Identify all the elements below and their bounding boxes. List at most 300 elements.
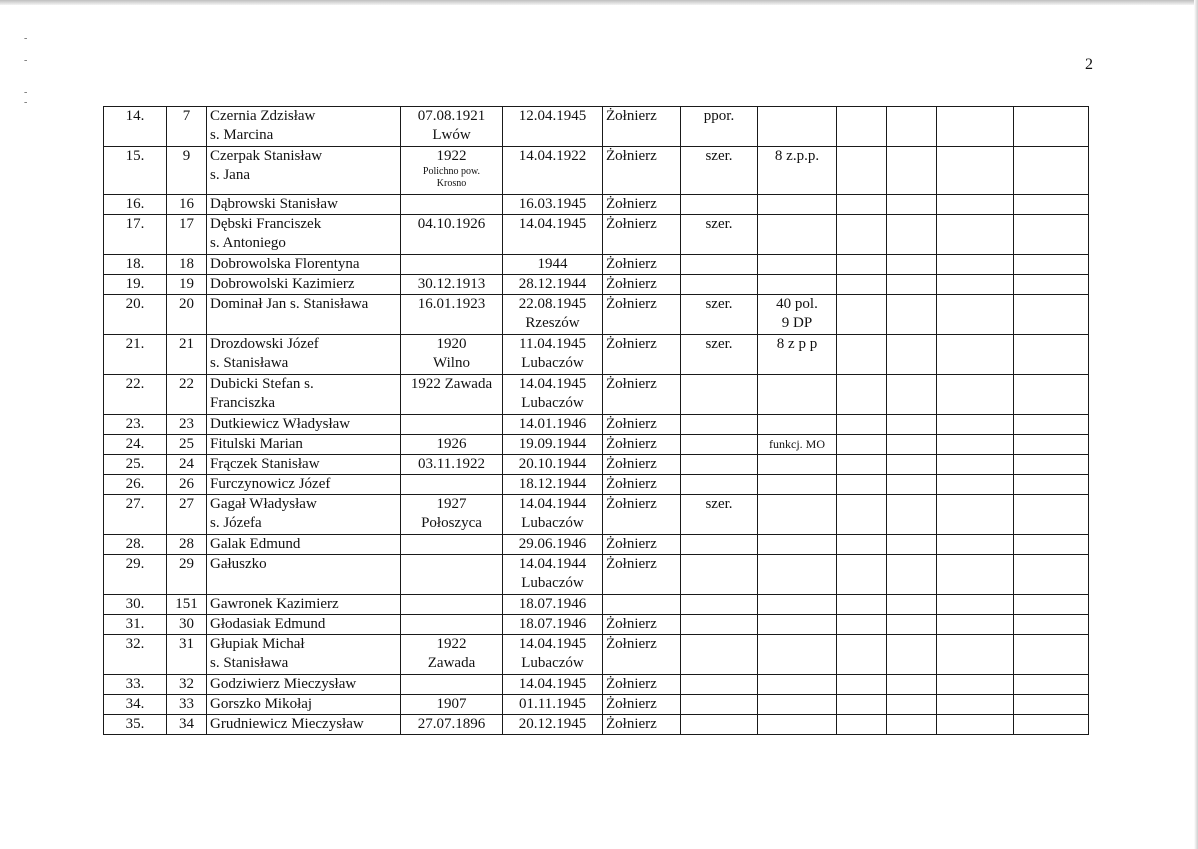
birth-info [401, 107, 503, 147]
table-row [104, 595, 1089, 615]
empty-cell [1014, 415, 1089, 435]
person-name-line: Gorszko Mikołaj [210, 696, 313, 712]
date-info-line: 20.12.1945 [518, 716, 587, 732]
date-info-line: 12.04.1945 [518, 108, 587, 124]
empty-cell [937, 635, 1014, 675]
unit-cell [758, 435, 837, 455]
empty-cell [1014, 275, 1089, 295]
ref-number [167, 535, 207, 555]
birth-info [401, 595, 503, 615]
table-row [104, 435, 1089, 455]
unit-cell [758, 415, 837, 435]
empty-cell [887, 275, 937, 295]
birth-info-line: 1926 [436, 436, 467, 452]
empty-cell [887, 595, 937, 615]
table-row [104, 255, 1089, 275]
empty-cell [887, 475, 937, 495]
empty-cell [887, 435, 937, 455]
unit-cell [758, 495, 837, 535]
empty-cell [837, 695, 887, 715]
ref-number [167, 555, 207, 595]
row-number [104, 535, 167, 555]
person-name [207, 555, 401, 595]
date-info [503, 215, 603, 255]
person-name [207, 107, 401, 147]
unit-cell [758, 675, 837, 695]
ref-number-line: 16 [179, 196, 194, 212]
row-number [104, 675, 167, 695]
person-name-line: Dutkiewicz Władysław [210, 416, 351, 432]
ref-number [167, 195, 207, 215]
empty-cell [1014, 375, 1089, 415]
empty-cell [937, 107, 1014, 147]
empty-cell [837, 335, 887, 375]
unit-cell [758, 715, 837, 735]
date-info [503, 147, 603, 195]
status-cell-line: Żołnierz [606, 616, 657, 632]
row-number-line: 18. [125, 256, 145, 272]
date-info [503, 555, 603, 595]
date-info [503, 695, 603, 715]
empty-cell [1014, 635, 1089, 675]
person-name [207, 215, 401, 255]
empty-cell [837, 715, 887, 735]
row-number [104, 435, 167, 455]
row-number [104, 335, 167, 375]
empty-cell [937, 295, 1014, 335]
status-cell-line: Żołnierz [606, 676, 657, 692]
register-body [104, 107, 1089, 735]
unit-cell [758, 555, 837, 595]
empty-cell [1014, 595, 1089, 615]
row-number-line: 14. [125, 108, 145, 124]
rank-cell-line: szer. [705, 496, 733, 512]
date-info-line: 14.04.1945 [518, 676, 587, 692]
birth-info [401, 275, 503, 295]
ref-number-line: 25 [179, 436, 194, 452]
unit-cell [758, 215, 837, 255]
person-name-line: Dębski Franciszek [210, 216, 322, 232]
status-cell-line: Żołnierz [606, 336, 657, 352]
page-number: 2 [1085, 56, 1093, 73]
row-number [104, 495, 167, 535]
ref-number-line: 27 [179, 496, 194, 512]
row-number-line: 28. [125, 536, 145, 552]
empty-cell [1014, 295, 1089, 335]
scan-edge-top [0, 0, 1198, 5]
row-number-line: 17. [125, 216, 145, 232]
empty-cell [837, 475, 887, 495]
row-number [104, 555, 167, 595]
ref-number-line: 21 [179, 336, 194, 352]
date-info-line: 14.04.1945 [518, 216, 587, 232]
ref-number [167, 715, 207, 735]
empty-cell [887, 147, 937, 195]
empty-cell [837, 435, 887, 455]
ref-number [167, 275, 207, 295]
status-cell-line: Żołnierz [606, 536, 657, 552]
birth-info [401, 535, 503, 555]
empty-cell [887, 335, 937, 375]
rank-cell [681, 535, 758, 555]
rank-cell [681, 555, 758, 595]
date-info-line: 28.12.1944 [518, 276, 587, 292]
margin-mark: - [24, 55, 28, 66]
row-number [104, 195, 167, 215]
empty-cell [937, 147, 1014, 195]
person-name [207, 595, 401, 615]
empty-cell [837, 107, 887, 147]
rank-cell [681, 375, 758, 415]
birth-info-line: 1922 [436, 636, 467, 652]
empty-cell [887, 535, 937, 555]
ref-number [167, 435, 207, 455]
date-info [503, 435, 603, 455]
empty-cell [1014, 555, 1089, 595]
empty-cell [1014, 215, 1089, 255]
birth-info [401, 415, 503, 435]
status-cell-line: Żołnierz [606, 276, 657, 292]
row-number-line: 19. [125, 276, 145, 292]
row-number [104, 695, 167, 715]
date-info [503, 295, 603, 335]
date-info [503, 275, 603, 295]
ref-number [167, 107, 207, 147]
empty-cell [887, 195, 937, 215]
rank-cell [681, 107, 758, 147]
empty-cell [937, 195, 1014, 215]
row-number [104, 295, 167, 335]
person-name-line: Godziwierz Mieczysław [210, 676, 357, 692]
person-name-line: Głodasiak Edmund [210, 616, 326, 632]
date-info-line: 14.04.1922 [518, 148, 587, 164]
row-number [104, 375, 167, 415]
row-number-line: 29. [125, 556, 145, 572]
status-cell-line: Żołnierz [606, 496, 657, 512]
rank-cell [681, 335, 758, 375]
ref-number-line: 23 [179, 416, 194, 432]
status-cell [603, 335, 681, 375]
empty-cell [937, 435, 1014, 455]
person-name-line: Fitulski Marian [210, 436, 303, 452]
unit-cell [758, 595, 837, 615]
date-info [503, 595, 603, 615]
birth-info [401, 635, 503, 675]
empty-cell [937, 715, 1014, 735]
empty-cell [837, 555, 887, 595]
table-row [104, 215, 1089, 255]
empty-cell [937, 455, 1014, 475]
rank-cell [681, 195, 758, 215]
person-name-line: Furczynowicz Józef [210, 476, 331, 492]
birth-info [401, 715, 503, 735]
date-info-line: 11.04.1945 [519, 336, 586, 352]
row-number-line: 33. [125, 676, 145, 692]
empty-cell [887, 715, 937, 735]
empty-cell [1014, 495, 1089, 535]
empty-cell [1014, 535, 1089, 555]
empty-cell [887, 675, 937, 695]
row-number-line: 27. [125, 496, 145, 512]
person-name [207, 535, 401, 555]
person-name [207, 715, 401, 735]
empty-cell [1014, 615, 1089, 635]
date-info-line: 01.11.1945 [519, 696, 586, 712]
row-number-line: 16. [125, 196, 145, 212]
rank-cell [681, 215, 758, 255]
table-row [104, 335, 1089, 375]
ref-number-line: 20 [179, 296, 194, 312]
unit-cell [758, 275, 837, 295]
empty-cell [837, 635, 887, 675]
rank-cell [681, 495, 758, 535]
person-name-line: s. Jana [210, 167, 250, 183]
ref-number [167, 635, 207, 675]
birth-info [401, 475, 503, 495]
birth-info [401, 455, 503, 475]
table-row [104, 635, 1089, 675]
empty-cell [837, 215, 887, 255]
status-cell [603, 495, 681, 535]
rank-cell [681, 255, 758, 275]
status-cell [603, 635, 681, 675]
table-row [104, 535, 1089, 555]
date-info [503, 535, 603, 555]
person-name-line: Frączek Stanisław [210, 456, 320, 472]
status-cell [603, 595, 681, 615]
person-name-line: Grudniewicz Mieczysław [210, 716, 364, 732]
row-number-line: 20. [125, 296, 145, 312]
birth-info-line: 07.08.1921 [417, 108, 486, 124]
person-name [207, 675, 401, 695]
ref-number [167, 335, 207, 375]
date-info-line: 14.01.1946 [518, 416, 587, 432]
unit-cell [758, 255, 837, 275]
person-name-line: Drozdowski Józef [210, 336, 319, 352]
birth-info-line: 1922 Zawada [410, 376, 493, 392]
birth-info-line: 04.10.1926 [417, 216, 486, 232]
empty-cell [837, 195, 887, 215]
empty-cell [887, 295, 937, 335]
person-name [207, 615, 401, 635]
rank-cell [681, 147, 758, 195]
unit-cell-line: 8 z.p.p. [774, 148, 820, 164]
person-name-line: Głupiak Michał [210, 636, 305, 652]
status-cell-line: Żołnierz [606, 148, 657, 164]
date-info-line: 19.09.1944 [518, 436, 587, 452]
empty-cell [937, 275, 1014, 295]
register-table [103, 106, 1089, 735]
empty-cell [937, 695, 1014, 715]
date-info [503, 455, 603, 475]
rank-cell [681, 295, 758, 335]
date-info-line: 18.07.1946 [518, 596, 587, 612]
birth-info-line: 16.01.1923 [417, 296, 486, 312]
rank-cell-line: szer. [705, 336, 733, 352]
ref-number [167, 215, 207, 255]
birth-info-line: Wilno [433, 355, 470, 371]
status-cell-line: Żołnierz [606, 296, 657, 312]
row-number [104, 615, 167, 635]
ref-number-line: 17 [179, 216, 194, 232]
status-cell [603, 535, 681, 555]
person-name-line: Gawronek Kazimierz [210, 596, 339, 612]
row-number-line: 32. [125, 636, 145, 652]
birth-info [401, 435, 503, 455]
rank-cell [681, 595, 758, 615]
status-cell [603, 455, 681, 475]
row-number [104, 215, 167, 255]
date-info-line: 14.04.1945 [518, 376, 587, 392]
date-info [503, 415, 603, 435]
row-number-line: 26. [125, 476, 145, 492]
unit-cell [758, 635, 837, 675]
empty-cell [837, 455, 887, 475]
person-name [207, 335, 401, 375]
birth-info [401, 375, 503, 415]
empty-cell [887, 635, 937, 675]
birth-info [401, 295, 503, 335]
status-cell-line: Żołnierz [606, 196, 657, 212]
rank-cell [681, 675, 758, 695]
ref-number [167, 455, 207, 475]
row-number [104, 635, 167, 675]
empty-cell [1014, 255, 1089, 275]
empty-cell [937, 375, 1014, 415]
row-number-line: 31. [125, 616, 145, 632]
status-cell [603, 615, 681, 635]
empty-cell [1014, 475, 1089, 495]
birth-info [401, 215, 503, 255]
rank-cell [681, 455, 758, 475]
empty-cell [887, 415, 937, 435]
table-row [104, 495, 1089, 535]
empty-cell [1014, 335, 1089, 375]
ref-number-line: 9 [182, 148, 191, 164]
person-name-line: Dobrowolski Kazimierz [210, 276, 355, 292]
row-number-line: 35. [125, 716, 145, 732]
rank-cell-line: szer. [705, 216, 733, 232]
birth-info [401, 255, 503, 275]
date-info [503, 715, 603, 735]
empty-cell [837, 255, 887, 275]
person-name-line: Dąbrowski Stanisław [210, 196, 338, 212]
table-row [104, 415, 1089, 435]
empty-cell [937, 495, 1014, 535]
ref-number [167, 615, 207, 635]
ref-number [167, 495, 207, 535]
row-number-line: 25. [125, 456, 145, 472]
birth-info-line: Zawada [427, 655, 476, 671]
ref-number-line: 34 [179, 716, 194, 732]
empty-cell [1014, 455, 1089, 475]
date-info-line: 14.04.1944 [518, 556, 587, 572]
date-info [503, 335, 603, 375]
row-number [104, 455, 167, 475]
empty-cell [937, 535, 1014, 555]
empty-cell [937, 615, 1014, 635]
date-info-line: Lubaczów [521, 575, 584, 591]
person-name [207, 147, 401, 195]
rank-cell-line: szer. [705, 148, 733, 164]
table-row [104, 675, 1089, 695]
date-info-line: 14.04.1945 [518, 636, 587, 652]
table-row [104, 715, 1089, 735]
unit-cell-line: 9 DP [781, 315, 813, 331]
empty-cell [1014, 715, 1089, 735]
person-name-line: Dominał Jan s. Stanisława [210, 296, 369, 312]
birth-info [401, 147, 503, 195]
ref-number [167, 147, 207, 195]
person-name [207, 435, 401, 455]
person-name-line: Dobrowolska Florentyna [210, 256, 360, 272]
margin-mark: - [24, 97, 28, 108]
unit-cell [758, 147, 837, 195]
birth-info-line: Połoszyca [421, 515, 482, 531]
empty-cell [937, 415, 1014, 435]
unit-cell [758, 335, 837, 375]
table-row [104, 107, 1089, 147]
person-name [207, 255, 401, 275]
status-cell [603, 415, 681, 435]
rank-cell [681, 435, 758, 455]
empty-cell [837, 147, 887, 195]
ref-number-line: 22 [179, 376, 194, 392]
empty-cell [887, 107, 937, 147]
unit-cell [758, 107, 837, 147]
ref-number-line: 7 [182, 108, 191, 124]
status-cell-line: Żołnierz [606, 636, 657, 652]
birth-info [401, 335, 503, 375]
status-cell [603, 255, 681, 275]
unit-cell-line: 40 pol. [776, 296, 818, 312]
rank-cell [681, 715, 758, 735]
status-cell [603, 475, 681, 495]
status-cell [603, 275, 681, 295]
empty-cell [837, 495, 887, 535]
person-name [207, 295, 401, 335]
status-cell [603, 435, 681, 455]
ref-number-line: 19 [179, 276, 194, 292]
empty-cell [887, 495, 937, 535]
status-cell-line: Żołnierz [606, 716, 657, 732]
status-cell-line: Żołnierz [606, 108, 657, 124]
empty-cell [937, 475, 1014, 495]
table-row [104, 147, 1089, 195]
empty-cell [937, 335, 1014, 375]
unit-cell [758, 375, 837, 415]
rank-cell [681, 695, 758, 715]
birth-info-line: 1907 [436, 696, 467, 712]
ref-number-line: 32 [179, 676, 194, 692]
margin-mark: - [24, 33, 28, 44]
person-name [207, 495, 401, 535]
row-number-line: 24. [125, 436, 145, 452]
status-cell-line: Żołnierz [606, 696, 657, 712]
date-info [503, 475, 603, 495]
table-row [104, 455, 1089, 475]
row-number [104, 475, 167, 495]
ref-number [167, 695, 207, 715]
person-name-line: s. Stanisława [210, 355, 289, 371]
birth-info-line: 1920 [436, 336, 467, 352]
person-name [207, 375, 401, 415]
rank-cell [681, 635, 758, 675]
person-name-line: Galak Edmund [210, 536, 301, 552]
person-name [207, 455, 401, 475]
person-name-line: s. Józefa [210, 515, 262, 531]
empty-cell [837, 295, 887, 335]
